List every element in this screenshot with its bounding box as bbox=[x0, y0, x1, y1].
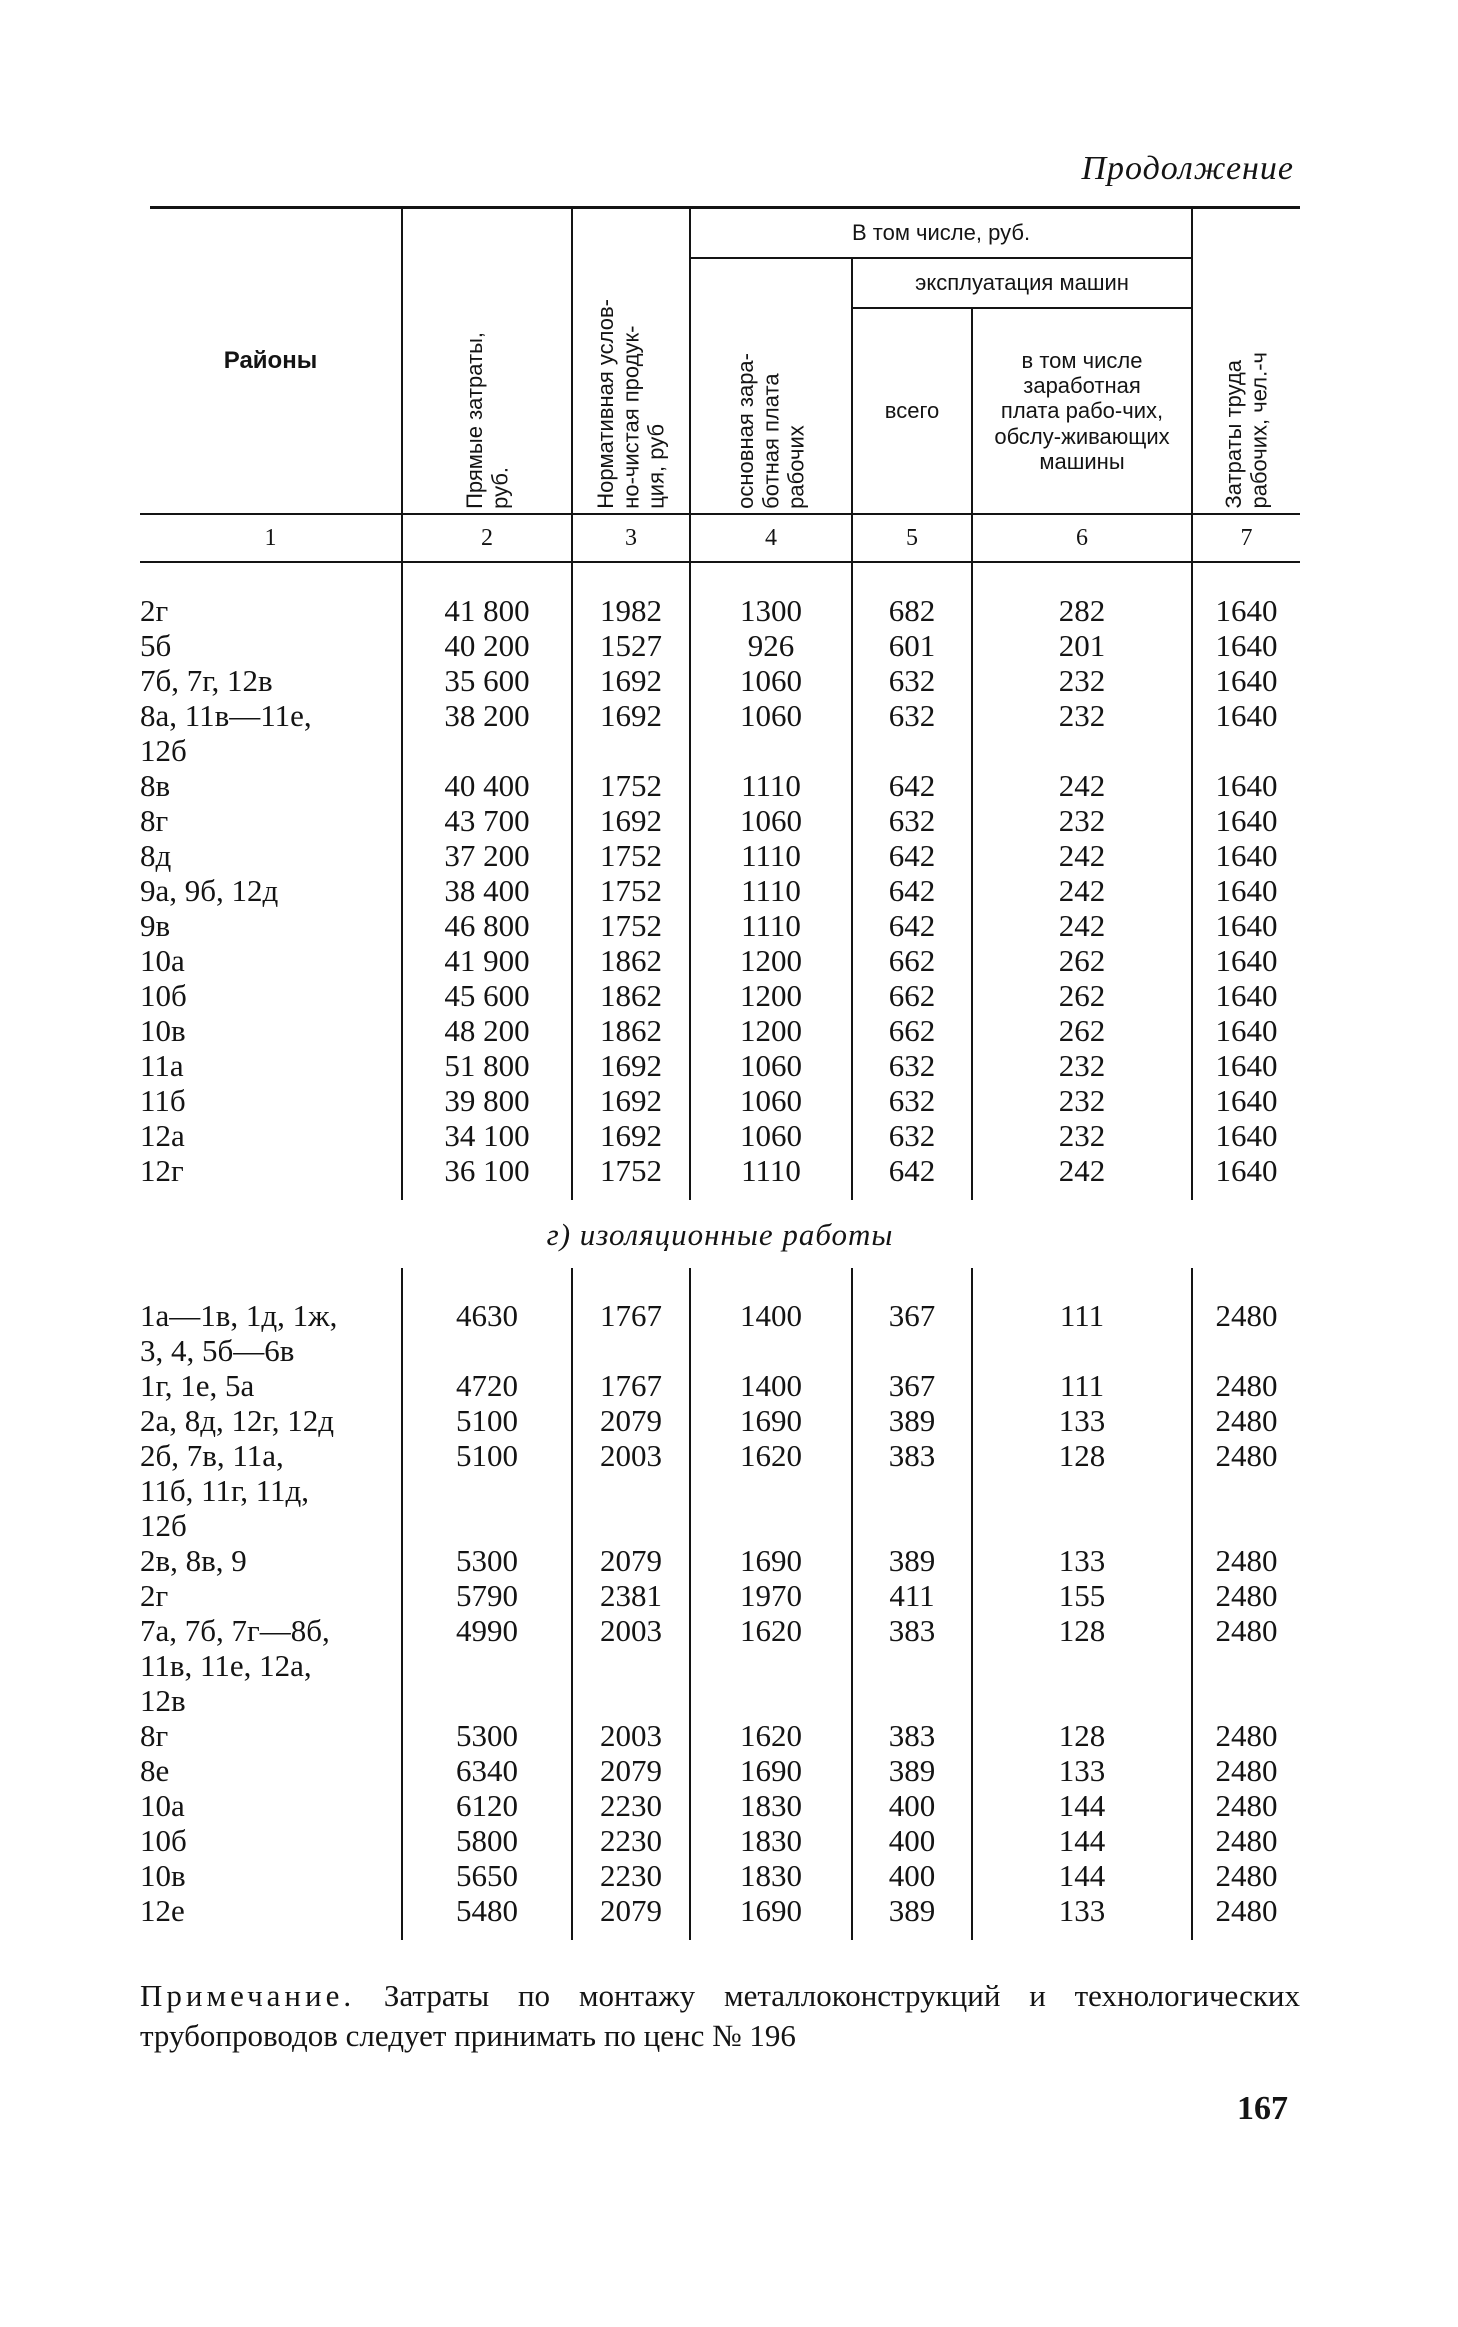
machine-wages-cell: 128 bbox=[972, 1438, 1192, 1543]
machine-wages-cell: 133 bbox=[972, 1403, 1192, 1438]
labor-costs-cell: 1640 bbox=[1192, 873, 1300, 908]
base-wage-cell: 1200 bbox=[690, 978, 852, 1013]
machine-wages-cell: 242 bbox=[972, 838, 1192, 873]
machines-total-cell: 389 bbox=[852, 1403, 972, 1438]
normative-product-cell: 1752 bbox=[572, 908, 690, 943]
district-cell: 11б bbox=[140, 1083, 186, 1118]
machine-wages-cell: 232 bbox=[972, 1048, 1192, 1083]
direct-costs-cell: 5650 bbox=[402, 1858, 572, 1893]
normative-product-cell: 1692 bbox=[572, 1083, 690, 1118]
table-row bbox=[140, 1823, 1300, 1858]
table-row bbox=[140, 1298, 1300, 1368]
district-cell: 1г, 1е, 5а bbox=[140, 1368, 255, 1403]
base-wage-cell: 926 bbox=[690, 628, 852, 663]
labor-costs-cell: 1640 bbox=[1192, 663, 1300, 698]
header-direct-costs: Прямые затраты, руб. bbox=[402, 209, 572, 514]
note-text: Затраты по монтажу металлоконструкций и технологических трубопроводов следует принимать по ценс № 196 bbox=[140, 1978, 1300, 2053]
direct-costs-cell: 4720 bbox=[402, 1368, 572, 1403]
machines-total-cell: 367 bbox=[852, 1298, 972, 1368]
normative-product-cell: 1862 bbox=[572, 1013, 690, 1048]
normative-product-cell: 1862 bbox=[572, 978, 690, 1013]
column-number: 5 bbox=[852, 514, 972, 562]
header-base-wage: основная зара- ботная плата рабочих bbox=[690, 258, 852, 514]
direct-costs-cell: 51 800 bbox=[402, 1048, 572, 1083]
continuation-label: Продолжение bbox=[1081, 150, 1294, 187]
normative-product-cell: 1767 bbox=[572, 1298, 690, 1368]
machines-total-cell: 389 bbox=[852, 1893, 972, 1928]
table-row bbox=[140, 1083, 1300, 1118]
table-row bbox=[140, 1048, 1300, 1083]
base-wage-cell: 1200 bbox=[690, 1013, 852, 1048]
table-row bbox=[140, 873, 1300, 908]
normative-product-cell: 1692 bbox=[572, 698, 690, 768]
district-cell: 10б bbox=[140, 978, 187, 1013]
district-cell: 2в, 8в, 9 bbox=[140, 1543, 247, 1578]
machine-wages-cell: 242 bbox=[972, 873, 1192, 908]
machines-total-cell: 642 bbox=[852, 768, 972, 803]
direct-costs-cell: 48 200 bbox=[402, 1013, 572, 1048]
base-wage-cell: 1060 bbox=[690, 1048, 852, 1083]
machine-wages-cell: 111 bbox=[972, 1368, 1192, 1403]
table-row bbox=[140, 1543, 1300, 1578]
table-row bbox=[140, 1893, 1300, 1928]
normative-product-cell: 2079 bbox=[572, 1753, 690, 1788]
normative-product-cell: 2079 bbox=[572, 1403, 690, 1438]
direct-costs-cell: 5480 bbox=[402, 1893, 572, 1928]
district-cell: 8г bbox=[140, 803, 169, 838]
page-number: 167 bbox=[1237, 2090, 1288, 2127]
machines-total-cell: 400 bbox=[852, 1858, 972, 1893]
machines-total-cell: 642 bbox=[852, 1153, 972, 1188]
direct-costs-cell: 38 200 bbox=[402, 698, 572, 768]
district-cell: 12е bbox=[140, 1893, 185, 1928]
base-wage-cell: 1110 bbox=[690, 838, 852, 873]
labor-costs-cell: 1640 bbox=[1192, 593, 1300, 628]
header-machines-total: всего bbox=[852, 308, 972, 514]
labor-costs-cell: 2480 bbox=[1192, 1718, 1300, 1753]
machine-wages-cell: 133 bbox=[972, 1753, 1192, 1788]
normative-product-cell: 1862 bbox=[572, 943, 690, 978]
column-number: 1 bbox=[140, 514, 402, 562]
spacer-row bbox=[140, 562, 1300, 593]
normative-product-cell: 1752 bbox=[572, 838, 690, 873]
machine-wages-cell: 242 bbox=[972, 1153, 1192, 1188]
machine-wages-cell: 155 bbox=[972, 1578, 1192, 1613]
normative-product-cell: 1692 bbox=[572, 803, 690, 838]
district-cell: 2г bbox=[140, 593, 169, 628]
table-row bbox=[140, 943, 1300, 978]
machines-total-cell: 383 bbox=[852, 1613, 972, 1718]
table-note bbox=[140, 1976, 1300, 2056]
direct-costs-cell: 41 800 bbox=[402, 593, 572, 628]
base-wage-cell: 1830 bbox=[690, 1788, 852, 1823]
direct-costs-cell: 35 600 bbox=[402, 663, 572, 698]
header-machine-operation: эксплуатация машин bbox=[852, 258, 1192, 308]
machine-wages-cell: 262 bbox=[972, 943, 1192, 978]
machines-total-cell: 389 bbox=[852, 1753, 972, 1788]
district-cell: 2г bbox=[140, 1578, 169, 1613]
table-row bbox=[140, 978, 1300, 1013]
machine-wages-cell: 232 bbox=[972, 803, 1192, 838]
direct-costs-cell: 43 700 bbox=[402, 803, 572, 838]
base-wage-cell: 1690 bbox=[690, 1893, 852, 1928]
district-cell: 9в bbox=[140, 908, 171, 943]
column-number: 2 bbox=[402, 514, 572, 562]
base-wage-cell: 1110 bbox=[690, 873, 852, 908]
district-cell: 10в bbox=[140, 1858, 186, 1893]
normative-product-cell: 2079 bbox=[572, 1893, 690, 1928]
machines-total-cell: 642 bbox=[852, 908, 972, 943]
direct-costs-cell: 34 100 bbox=[402, 1118, 572, 1153]
labor-costs-cell: 2480 bbox=[1192, 1788, 1300, 1823]
normative-product-cell: 1752 bbox=[572, 873, 690, 908]
header-machine-wages: в том числе заработная плата рабо-чих, обслу-живающих машины bbox=[972, 308, 1192, 514]
machine-wages-cell: 262 bbox=[972, 978, 1192, 1013]
spacer-row bbox=[140, 1928, 1300, 1940]
table-row bbox=[140, 1013, 1300, 1048]
machines-total-cell: 400 bbox=[852, 1788, 972, 1823]
labor-costs-cell: 2480 bbox=[1192, 1753, 1300, 1788]
labor-costs-cell: 1640 bbox=[1192, 978, 1300, 1013]
machine-wages-cell: 133 bbox=[972, 1543, 1192, 1578]
labor-costs-cell: 2480 bbox=[1192, 1578, 1300, 1613]
base-wage-cell: 1690 bbox=[690, 1543, 852, 1578]
labor-costs-cell: 1640 bbox=[1192, 1153, 1300, 1188]
district-cell: 5б bbox=[140, 628, 172, 663]
district-cell: 10б bbox=[140, 1823, 187, 1858]
base-wage-cell: 1110 bbox=[690, 908, 852, 943]
base-wage-cell: 1830 bbox=[690, 1858, 852, 1893]
normative-product-cell: 1982 bbox=[572, 593, 690, 628]
direct-costs-cell: 4990 bbox=[402, 1613, 572, 1718]
normative-product-cell: 2003 bbox=[572, 1613, 690, 1718]
machine-wages-cell: 144 bbox=[972, 1788, 1192, 1823]
direct-costs-cell: 5800 bbox=[402, 1823, 572, 1858]
base-wage-cell: 1970 bbox=[690, 1578, 852, 1613]
table-row bbox=[140, 1578, 1300, 1613]
direct-costs-cell: 40 400 bbox=[402, 768, 572, 803]
table-row bbox=[140, 1438, 1300, 1543]
normative-product-cell: 2230 bbox=[572, 1858, 690, 1893]
machine-wages-cell: 242 bbox=[972, 768, 1192, 803]
direct-costs-cell: 39 800 bbox=[402, 1083, 572, 1118]
base-wage-cell: 1690 bbox=[690, 1403, 852, 1438]
labor-costs-cell: 1640 bbox=[1192, 1013, 1300, 1048]
table-row bbox=[140, 838, 1300, 873]
machines-total-cell: 632 bbox=[852, 1048, 972, 1083]
table-row bbox=[140, 1753, 1300, 1788]
spacer-row bbox=[140, 1268, 1300, 1298]
normative-product-cell: 1692 bbox=[572, 1048, 690, 1083]
machine-wages-cell: 282 bbox=[972, 593, 1192, 628]
district-cell: 10в bbox=[140, 1013, 186, 1048]
district-cell: 11а bbox=[140, 1048, 184, 1083]
machines-total-cell: 601 bbox=[852, 628, 972, 663]
table-body-section-a bbox=[140, 562, 1300, 1200]
labor-costs-cell: 1640 bbox=[1192, 803, 1300, 838]
district-cell: 12а bbox=[140, 1118, 185, 1153]
base-wage-cell: 1060 bbox=[690, 1083, 852, 1118]
normative-product-cell: 2079 bbox=[572, 1543, 690, 1578]
machine-wages-cell: 201 bbox=[972, 628, 1192, 663]
normative-product-cell: 1692 bbox=[572, 663, 690, 698]
machines-total-cell: 367 bbox=[852, 1368, 972, 1403]
machine-wages-cell: 144 bbox=[972, 1858, 1192, 1893]
base-wage-cell: 1400 bbox=[690, 1298, 852, 1368]
machines-total-cell: 662 bbox=[852, 943, 972, 978]
labor-costs-cell: 1640 bbox=[1192, 628, 1300, 663]
machines-total-cell: 642 bbox=[852, 873, 972, 908]
machines-total-cell: 400 bbox=[852, 1823, 972, 1858]
table-row bbox=[140, 1788, 1300, 1823]
table-row bbox=[140, 593, 1300, 628]
normative-product-cell: 1527 bbox=[572, 628, 690, 663]
table-row bbox=[140, 803, 1300, 838]
machine-wages-cell: 128 bbox=[972, 1613, 1192, 1718]
table-row bbox=[140, 1403, 1300, 1438]
labor-costs-cell: 2480 bbox=[1192, 1368, 1300, 1403]
direct-costs-cell: 4630 bbox=[402, 1298, 572, 1368]
table-row bbox=[140, 1118, 1300, 1153]
normative-product-cell: 1752 bbox=[572, 768, 690, 803]
machines-total-cell: 383 bbox=[852, 1718, 972, 1753]
machine-wages-cell: 262 bbox=[972, 1013, 1192, 1048]
table-row bbox=[140, 698, 1300, 768]
labor-costs-cell: 2480 bbox=[1192, 1543, 1300, 1578]
machine-wages-cell: 128 bbox=[972, 1718, 1192, 1753]
base-wage-cell: 1400 bbox=[690, 1368, 852, 1403]
normative-product-cell: 1692 bbox=[572, 1118, 690, 1153]
labor-costs-cell: 1640 bbox=[1192, 1083, 1300, 1118]
district-cell: 10а bbox=[140, 1788, 185, 1823]
cost-table bbox=[140, 209, 1300, 1940]
base-wage-cell: 1620 bbox=[690, 1613, 852, 1718]
direct-costs-cell: 40 200 bbox=[402, 628, 572, 663]
direct-costs-cell: 5100 bbox=[402, 1403, 572, 1438]
base-wage-cell: 1620 bbox=[690, 1438, 852, 1543]
direct-costs-cell: 41 900 bbox=[402, 943, 572, 978]
table-row bbox=[140, 1718, 1300, 1753]
direct-costs-cell: 5100 bbox=[402, 1438, 572, 1543]
header-labor-costs: Затраты труда рабочих, чел.-ч bbox=[1192, 209, 1300, 514]
district-cell: 8г bbox=[140, 1718, 169, 1753]
normative-product-cell: 2003 bbox=[572, 1438, 690, 1543]
direct-costs-cell: 5300 bbox=[402, 1718, 572, 1753]
district-cell: 7а, 7б, 7г—8б, 11в, 11е, 12а, 12в bbox=[140, 1613, 330, 1718]
labor-costs-cell: 1640 bbox=[1192, 1118, 1300, 1153]
machines-total-cell: 632 bbox=[852, 698, 972, 768]
base-wage-cell: 1830 bbox=[690, 1823, 852, 1858]
machine-wages-cell: 144 bbox=[972, 1823, 1192, 1858]
column-number: 4 bbox=[690, 514, 852, 562]
district-cell: 8д bbox=[140, 838, 172, 873]
base-wage-cell: 1300 bbox=[690, 593, 852, 628]
direct-costs-cell: 5790 bbox=[402, 1578, 572, 1613]
spacer-row bbox=[140, 1188, 1300, 1200]
labor-costs-cell: 2480 bbox=[1192, 1438, 1300, 1543]
header-districts: Районы bbox=[223, 347, 318, 375]
base-wage-cell: 1690 bbox=[690, 1753, 852, 1788]
base-wage-cell: 1060 bbox=[690, 1118, 852, 1153]
normative-product-cell: 1752 bbox=[572, 1153, 690, 1188]
labor-costs-cell: 1640 bbox=[1192, 838, 1300, 873]
book-page bbox=[140, 150, 1300, 2056]
base-wage-cell: 1060 bbox=[690, 698, 852, 768]
direct-costs-cell: 6120 bbox=[402, 1788, 572, 1823]
direct-costs-cell: 5300 bbox=[402, 1543, 572, 1578]
table-row bbox=[140, 1368, 1300, 1403]
district-cell: 2а, 8д, 12г, 12д bbox=[140, 1403, 335, 1438]
district-cell: 9а, 9б, 12д bbox=[140, 873, 279, 908]
machine-wages-cell: 133 bbox=[972, 1893, 1192, 1928]
direct-costs-cell: 45 600 bbox=[402, 978, 572, 1013]
machines-total-cell: 662 bbox=[852, 1013, 972, 1048]
district-cell: 8а, 11в—11е, 12б bbox=[140, 698, 312, 768]
table-row bbox=[140, 663, 1300, 698]
machine-wages-cell: 232 bbox=[972, 698, 1192, 768]
machine-wages-cell: 232 bbox=[972, 1118, 1192, 1153]
labor-costs-cell: 2480 bbox=[1192, 1403, 1300, 1438]
column-number: 6 bbox=[972, 514, 1192, 562]
normative-product-cell: 2381 bbox=[572, 1578, 690, 1613]
table-row bbox=[140, 1613, 1300, 1718]
machine-wages-cell: 232 bbox=[972, 663, 1192, 698]
labor-costs-cell: 1640 bbox=[1192, 1048, 1300, 1083]
column-number-row bbox=[140, 514, 1300, 562]
section-b-title-row bbox=[140, 1200, 1300, 1268]
table-row bbox=[140, 628, 1300, 663]
labor-costs-cell: 1640 bbox=[1192, 768, 1300, 803]
base-wage-cell: 1200 bbox=[690, 943, 852, 978]
table-body-section-b bbox=[140, 1268, 1300, 1940]
labor-costs-cell: 2480 bbox=[1192, 1858, 1300, 1893]
district-cell: 7б, 7г, 12в bbox=[140, 663, 273, 698]
machines-total-cell: 682 bbox=[852, 593, 972, 628]
column-number: 3 bbox=[572, 514, 690, 562]
labor-costs-cell: 1640 bbox=[1192, 908, 1300, 943]
labor-costs-cell: 2480 bbox=[1192, 1613, 1300, 1718]
table-row bbox=[140, 1858, 1300, 1893]
labor-costs-cell: 1640 bbox=[1192, 698, 1300, 768]
normative-product-cell: 2003 bbox=[572, 1718, 690, 1753]
base-wage-cell: 1060 bbox=[690, 803, 852, 838]
table-row bbox=[140, 768, 1300, 803]
direct-costs-cell: 38 400 bbox=[402, 873, 572, 908]
note-label: Примечание. bbox=[140, 1978, 356, 2013]
machines-total-cell: 389 bbox=[852, 1543, 972, 1578]
base-wage-cell: 1110 bbox=[690, 1153, 852, 1188]
machines-total-cell: 383 bbox=[852, 1438, 972, 1543]
machines-total-cell: 642 bbox=[852, 838, 972, 873]
base-wage-cell: 1620 bbox=[690, 1718, 852, 1753]
district-cell: 2б, 7в, 11а, 11б, 11г, 11д, 12б bbox=[140, 1438, 310, 1543]
normative-product-cell: 2230 bbox=[572, 1823, 690, 1858]
machines-total-cell: 662 bbox=[852, 978, 972, 1013]
header-including-group: В том числе, руб. bbox=[690, 209, 1192, 258]
labor-costs-cell: 1640 bbox=[1192, 943, 1300, 978]
district-cell: 1а—1в, 1д, 1ж, 3, 4, 5б—6в bbox=[140, 1298, 338, 1368]
district-cell: 10а bbox=[140, 943, 185, 978]
labor-costs-cell: 2480 bbox=[1192, 1823, 1300, 1858]
machine-wages-cell: 232 bbox=[972, 1083, 1192, 1118]
machines-total-cell: 632 bbox=[852, 1083, 972, 1118]
machines-total-cell: 632 bbox=[852, 663, 972, 698]
base-wage-cell: 1110 bbox=[690, 768, 852, 803]
labor-costs-cell: 2480 bbox=[1192, 1298, 1300, 1368]
table-row bbox=[140, 908, 1300, 943]
section-title: г) изоляционные работы bbox=[546, 1216, 894, 1252]
direct-costs-cell: 37 200 bbox=[402, 838, 572, 873]
direct-costs-cell: 6340 bbox=[402, 1753, 572, 1788]
table-row bbox=[140, 1153, 1300, 1188]
normative-product-cell: 2230 bbox=[572, 1788, 690, 1823]
base-wage-cell: 1060 bbox=[690, 663, 852, 698]
machine-wages-cell: 242 bbox=[972, 908, 1192, 943]
district-cell: 8е bbox=[140, 1753, 170, 1788]
header-normative-product: Нормативная услов- но-чистая продук- ция, руб bbox=[572, 209, 690, 514]
direct-costs-cell: 36 100 bbox=[402, 1153, 572, 1188]
normative-product-cell: 1767 bbox=[572, 1368, 690, 1403]
machines-total-cell: 411 bbox=[852, 1578, 972, 1613]
labor-costs-cell: 2480 bbox=[1192, 1893, 1300, 1928]
machine-wages-cell: 111 bbox=[972, 1298, 1192, 1368]
column-number: 7 bbox=[1192, 514, 1300, 562]
district-cell: 12г bbox=[140, 1153, 184, 1188]
machines-total-cell: 632 bbox=[852, 1118, 972, 1153]
table-header bbox=[140, 209, 1300, 562]
machines-total-cell: 632 bbox=[852, 803, 972, 838]
district-cell: 8в bbox=[140, 768, 171, 803]
direct-costs-cell: 46 800 bbox=[402, 908, 572, 943]
